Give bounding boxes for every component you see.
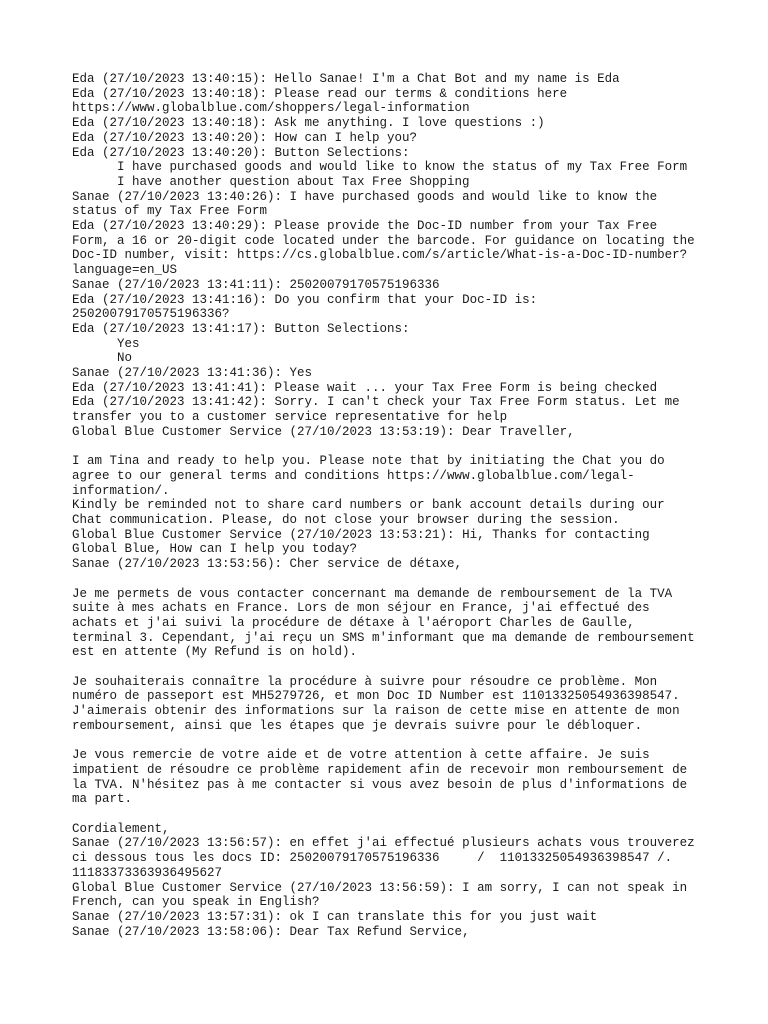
transcript-line: Sanae (27/10/2023 13:41:11): 25020079170575196336 <box>72 277 440 292</box>
transcript-line: Global Blue Customer Service (27/10/2023 13:53:21): Hi, Thanks for contacting <box>72 527 650 542</box>
transcript-line: Kindly be reminded not to share card numbers or bank account details during our <box>72 498 665 513</box>
blank-line <box>72 734 712 749</box>
transcript-line: Global Blue Customer Service (27/10/2023 13:56:59): I am sorry, I can not speak in <box>72 880 688 895</box>
transcript-line: Eda (27/10/2023 13:40:29): Please provide the Doc-ID number from your Tax Free <box>72 219 658 234</box>
transcript-line: transfer you to a customer service representative for help <box>72 410 508 425</box>
transcript-line: Sanae (27/10/2023 13:53:56): Cher service de détaxe, <box>72 557 463 572</box>
transcript-line: French, can you speak in English? <box>72 895 320 910</box>
transcript-line: Sanae (27/10/2023 13:41:36): Yes <box>72 366 313 381</box>
transcript-line: information/. <box>72 483 170 498</box>
transcript-line: https://www.globalblue.com/shoppers/legal-information <box>72 101 470 116</box>
button-selection-option: I have purchased goods and would like to know the status of my Tax Free Form <box>117 160 688 175</box>
transcript-line: Eda (27/10/2023 13:41:42): Sorry. I can't check your Tax Free Form status. Let me <box>72 395 680 410</box>
transcript-line: Doc-ID number, visit: https://cs.globalblue.com/s/article/What-is-a-Doc-ID-number? <box>72 248 688 263</box>
button-selection-option: No <box>117 351 133 366</box>
transcript-line: Global Blue, How can I help you today? <box>72 542 358 557</box>
transcript-line: Eda (27/10/2023 13:41:17): Button Selections: <box>72 321 410 336</box>
transcript-line: Chat communication. Please, do not close your browser during the session. <box>72 513 620 528</box>
transcript-line: terminal 3. Cependant, j'ai reçu un SMS m'informant que ma demande de remboursement <box>72 630 695 645</box>
button-selection-option: I have another question about Tax Free Shopping <box>117 174 470 189</box>
transcript-line: Global Blue Customer Service (27/10/2023 13:53:19): Dear Traveller, <box>72 424 575 439</box>
transcript-line: Je souhaiterais connaître la procédure à suivre pour résoudre ce problème. Mon <box>72 674 658 689</box>
transcript-line: agree to our general terms and conditions https://www.globalblue.com/legal- <box>72 468 635 483</box>
transcript-line: Sanae (27/10/2023 13:57:31): ok I can translate this for you just wait <box>72 910 598 924</box>
transcript-line: Je me permets de vous contacter concernant ma demande de remboursement de la TVA <box>72 586 673 601</box>
transcript-line: 25020079170575196336? <box>72 307 230 322</box>
transcript-line: language=en_US <box>72 263 178 278</box>
transcript-line: Eda (27/10/2023 13:41:41): Please wait ... your Tax Free Form is being checked <box>72 380 658 395</box>
transcript-line: ci dessous tous les docs ID: 25020079170575196336 / 11013325054936398547 /. <box>72 851 673 866</box>
transcript-line: Eda (27/10/2023 13:40:18): Ask me anything. I love questions :) <box>72 116 545 131</box>
blank-line <box>72 440 712 455</box>
transcript-line: suite à mes achats en France. Lors de mon séjour en France, j'ai effectué des <box>72 601 650 616</box>
transcript-line: J'aimerais obtenir des informations sur la raison de cette mise en attente de mon <box>72 704 680 719</box>
transcript-line: Form, a 16 or 20-digit code located under the barcode. For guidance on locating the <box>72 233 695 248</box>
transcript-line: ma part. <box>72 792 133 807</box>
transcript-line: Sanae (27/10/2023 13:58:06): Dear Tax Refund Service, <box>72 924 470 939</box>
blank-line <box>72 807 712 822</box>
transcript-line: Cordialement, <box>72 821 170 836</box>
transcript-line: remboursement, ainsi que les étapes que je devrais suivre pour le débloquer. <box>72 718 643 733</box>
blank-line <box>72 572 712 587</box>
transcript-line: Eda (27/10/2023 13:41:16): Do you confirm that your Doc-ID is: <box>72 292 538 307</box>
button-selection-option: Yes <box>117 336 140 351</box>
transcript-line: Sanae (27/10/2023 13:40:26): I have purchased goods and would like to know the <box>72 189 658 204</box>
blank-line <box>72 660 712 675</box>
transcript-line: I am Tina and ready to help you. Please note that by initiating the Chat you do <box>72 454 665 469</box>
transcript-line: Eda (27/10/2023 13:40:20): Button Selections: <box>72 145 410 160</box>
transcript-line: impatient de résoudre ce problème rapidement afin de recevoir mon remboursement de <box>72 762 688 777</box>
chat-transcript <box>72 72 712 939</box>
transcript-line: status of my Tax Free Form <box>72 204 268 219</box>
transcript-line: Eda (27/10/2023 13:40:18): Please read our terms & conditions here <box>72 86 568 101</box>
transcript-line: Eda (27/10/2023 13:40:20): How can I help you? <box>72 130 418 145</box>
transcript-line: Je vous remercie de votre aide et de votre attention à cette affaire. Je suis <box>72 748 650 763</box>
transcript-line: la TVA. N'hésitez pas à me contacter si vous avez besoin de plus d'informations de <box>72 777 688 792</box>
transcript-line: 11183373363936495627 <box>72 865 223 880</box>
transcript-line: est en attente (My Refund is on hold). <box>72 645 358 660</box>
transcript-line: Eda (27/10/2023 13:40:15): Hello Sanae! I'm a Chat Bot and my name is Eda <box>72 72 620 86</box>
transcript-line: numéro de passeport est MH5279726, et mon Doc ID Number est 11013325054936398547. <box>72 689 680 704</box>
transcript-line: Sanae (27/10/2023 13:56:57): en effet j'ai effectué plusieurs achats vous trouverez <box>72 836 695 851</box>
transcript-line: achats et j'ai suivi la procédure de détaxe à l'aéroport Charles de Gaulle, <box>72 615 635 630</box>
